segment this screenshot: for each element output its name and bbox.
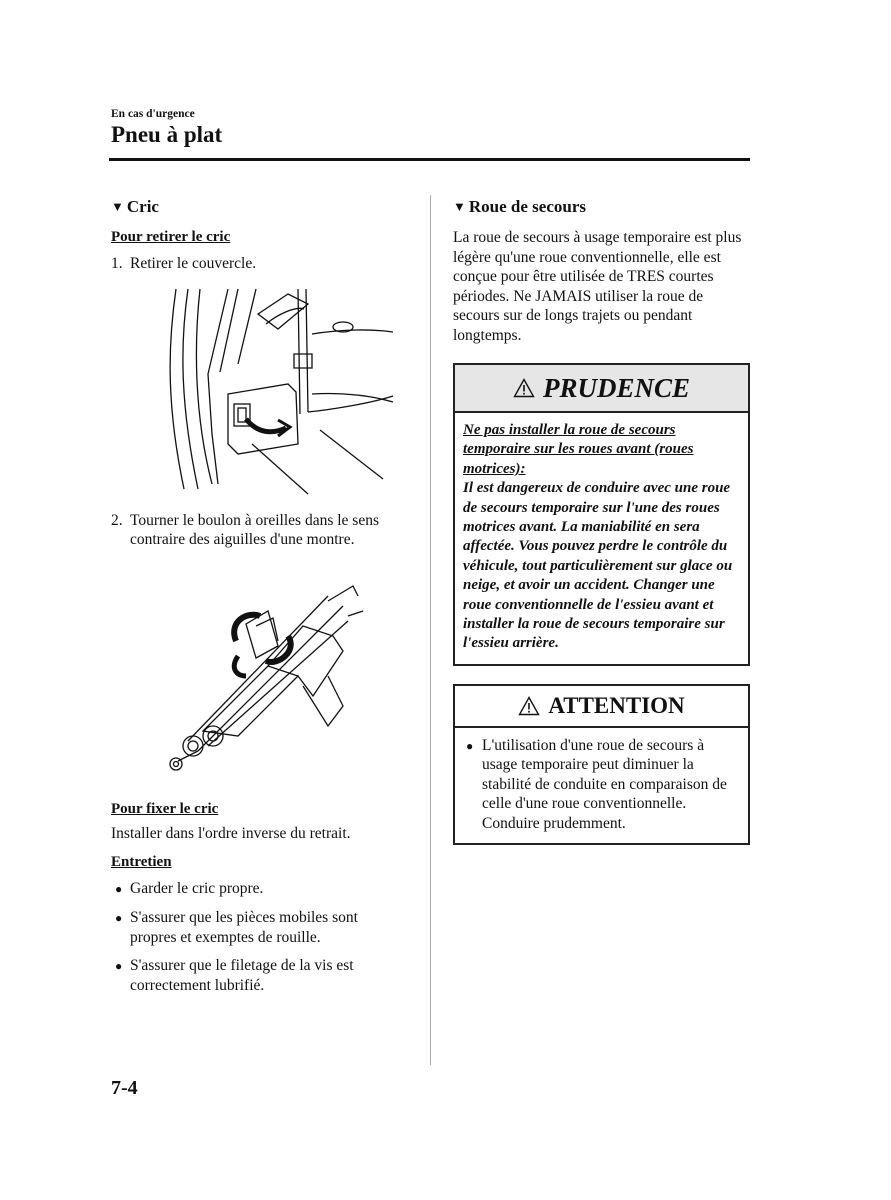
bullet-icon: ● bbox=[466, 738, 474, 753]
attention-body bbox=[455, 728, 748, 844]
jack-heading bbox=[111, 197, 401, 217]
warning-icon bbox=[513, 378, 535, 398]
spare-wheel-intro: La roue de secours à usage temporaire est plus légère qu'une roue conventionnelle, elle est conçue pour être utilisée de TRES courtes périodes. Ne JAMAIS utiliser la roue de secours sur de longs trajets ou pendant longtemps. bbox=[453, 229, 742, 344]
bullet-icon: ● bbox=[115, 882, 123, 896]
triangle-down-icon: ▼ bbox=[453, 199, 466, 214]
list-item: ● S'assurer que les pièces mobiles sont propres et exemptes de rouille. bbox=[111, 908, 401, 947]
step-number: 2. bbox=[111, 511, 123, 529]
triangle-down-icon: ▼ bbox=[111, 199, 124, 214]
step-2 bbox=[111, 511, 401, 550]
step-text: Tourner le boulon à oreilles dans le sens contraire des aiguilles d'une montre. bbox=[130, 511, 379, 548]
prudence-label: PRUDENCE bbox=[542, 372, 691, 403]
warning-icon bbox=[518, 696, 540, 716]
maintenance-subheading: Entretien bbox=[111, 854, 172, 870]
right-column bbox=[453, 197, 750, 845]
section-label: En cas d'urgence bbox=[111, 108, 195, 120]
header-rule bbox=[109, 158, 750, 161]
bullet-icon: ● bbox=[115, 959, 123, 973]
spare-wheel-heading bbox=[453, 197, 750, 217]
step-1 bbox=[111, 254, 401, 274]
attention-box bbox=[453, 684, 750, 846]
wing-bolt-illustration bbox=[128, 566, 398, 781]
prudence-box bbox=[453, 363, 750, 666]
attention-header bbox=[455, 686, 748, 728]
maintenance-list bbox=[111, 879, 401, 995]
attention-label: ATTENTION bbox=[548, 692, 685, 718]
prudence-header bbox=[455, 365, 748, 413]
remove-jack-subheading: Pour retirer le cric bbox=[111, 229, 231, 245]
column-divider bbox=[430, 195, 431, 1065]
step-text: Retirer le couvercle. bbox=[130, 255, 257, 272]
prudence-body bbox=[455, 413, 748, 664]
spare-wheel-heading-text: Roue de secours bbox=[468, 197, 586, 216]
fix-jack-subheading: Pour fixer le cric bbox=[111, 800, 219, 817]
page-title: Pneu à plat bbox=[111, 122, 223, 147]
page-number: 7-4 bbox=[111, 1077, 138, 1099]
fix-jack-text: Installer dans l'ordre inverse du retrait. bbox=[111, 824, 351, 842]
prudence-text: Il est dangereux de conduire avec une roue de secours temporaire sur l'une des roues motrices avant. La maniabilité en sera affectée. Vous pouvez perdre le contrôle du véhicule, tout particulièrement sur glace ou neige, et avoir un accident. Changer une roue conventionnelle de l'essieu avant et installer la roue de secours temporaire sur l'essieu arrière. bbox=[463, 480, 733, 652]
bullet-icon: ● bbox=[115, 911, 123, 925]
jack-heading-text: Cric bbox=[126, 197, 159, 216]
list-item: ● Garder le cric propre. bbox=[111, 879, 401, 899]
list-item: ● L'utilisation d'une roue de secours à usage temporaire peut diminuer la stabilité de conduite en comparaison de celle d'une roue conventionnelle. Conduire prudemment. bbox=[463, 736, 741, 834]
list-item: ● S'assurer que le filetage de la vis est correctement lubrifié. bbox=[111, 956, 401, 995]
left-column bbox=[111, 197, 401, 1004]
cover-removal-illustration bbox=[128, 284, 398, 499]
step-number: 1. bbox=[111, 255, 123, 272]
prudence-underlined-text: Ne pas installer la roue de secours temporaire sur les roues avant (roues motrices): bbox=[463, 422, 694, 477]
